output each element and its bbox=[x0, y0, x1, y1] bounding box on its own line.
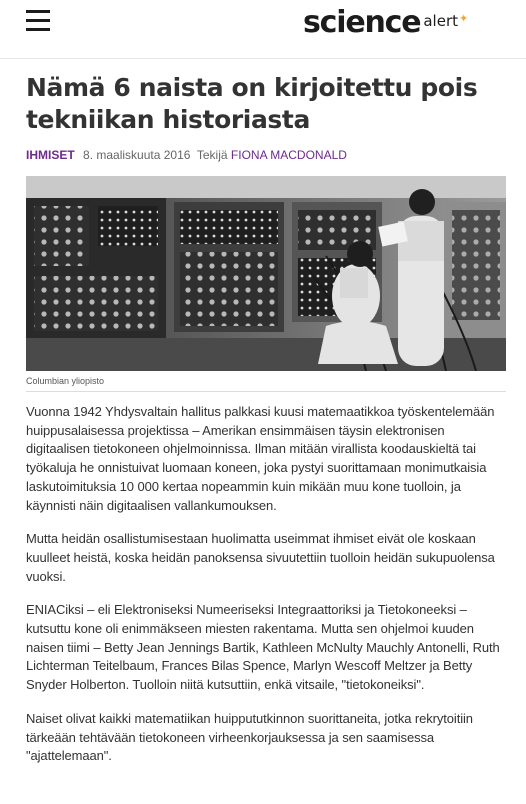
hamburger-menu-icon[interactable] bbox=[26, 10, 50, 32]
header-divider bbox=[0, 58, 526, 59]
article-image bbox=[26, 176, 506, 371]
article-meta bbox=[26, 148, 347, 162]
article-body bbox=[26, 403, 506, 781]
site-logo[interactable] bbox=[303, 4, 468, 38]
paragraph-4: Naiset olivat kaikki matematiikan huippututkinnon suorittaneita, jotka rekrytoitiin tärkeään tehtävään tietokoneen virheenkorjauksessa ja sen saamisessa "ajattelemaan". bbox=[26, 710, 473, 764]
logo-alert-text: alert bbox=[423, 12, 458, 30]
caption-divider bbox=[26, 391, 506, 392]
paragraph-2: Mutta heidän osallistumisestaan huolimatta useimmat ihmiset eivät ole koskaan kuulleet heistä, koska heidän panoksensa sivuutettiin tuolloin heidän sukupuolensa vuoksi. bbox=[26, 531, 495, 584]
byline-label: Tekijä bbox=[196, 148, 228, 162]
publish-date: 8. maaliskuuta 2016 bbox=[83, 148, 191, 162]
paragraph-1: Vuonna 1942 Yhdysvaltain hallitus palkkasi kuusi matemaatikkoa työskentelemään huippusalaisessa projektissa – Amerikan ensimmäisen täysin elektronisen digitaalisen tietokoneen ohjelmoinnissa. Ilman mitään virallista koodauskieltä tai työkaluja he onnistuivat luomaan koneen, joka pystyi suorittamaan monimutkaisia laskutoimituksia 10 000 kertaa nopeammin kuin mikään muu kone tuolloin, ja käynnisti näin digitaalisen vallankumouksen. bbox=[26, 404, 495, 513]
author-link[interactable]: FIONA MACDONALD bbox=[230, 148, 347, 162]
eniac-photo-illustration bbox=[26, 176, 506, 371]
article-title: Nämä 6 naista on kirjoitettu pois tekniikan historiasta bbox=[26, 73, 478, 134]
paragraph-3: ENIACiksi – eli Elektroniseksi Numeeriseksi Integraattoriksi ja Tietokoneeksi – kutsuttu kone oli enimmäkseen miesten rakentama. Mutta sen ohjelmoi kuuden naisen tiimi – Betty Jean Jennings Bartik, Kathleen McNulty Mauchly Antonelli, Ruth Lichterman Teitelbaum, Frances Bilas Spence, Marlyn Wescoff Meltzer ja Betty Snyder Holberton. Tuolloin niitä kutsuttiin, enkä vitsaile, "tietokoneiksi". bbox=[26, 602, 500, 693]
logo-wordmark: science bbox=[303, 5, 421, 40]
top-bar bbox=[0, 0, 526, 44]
image-caption: Columbian yliopisto bbox=[26, 376, 105, 386]
logo-star-icon: ✦ bbox=[459, 13, 469, 25]
category-link[interactable]: IHMISET bbox=[26, 148, 75, 162]
